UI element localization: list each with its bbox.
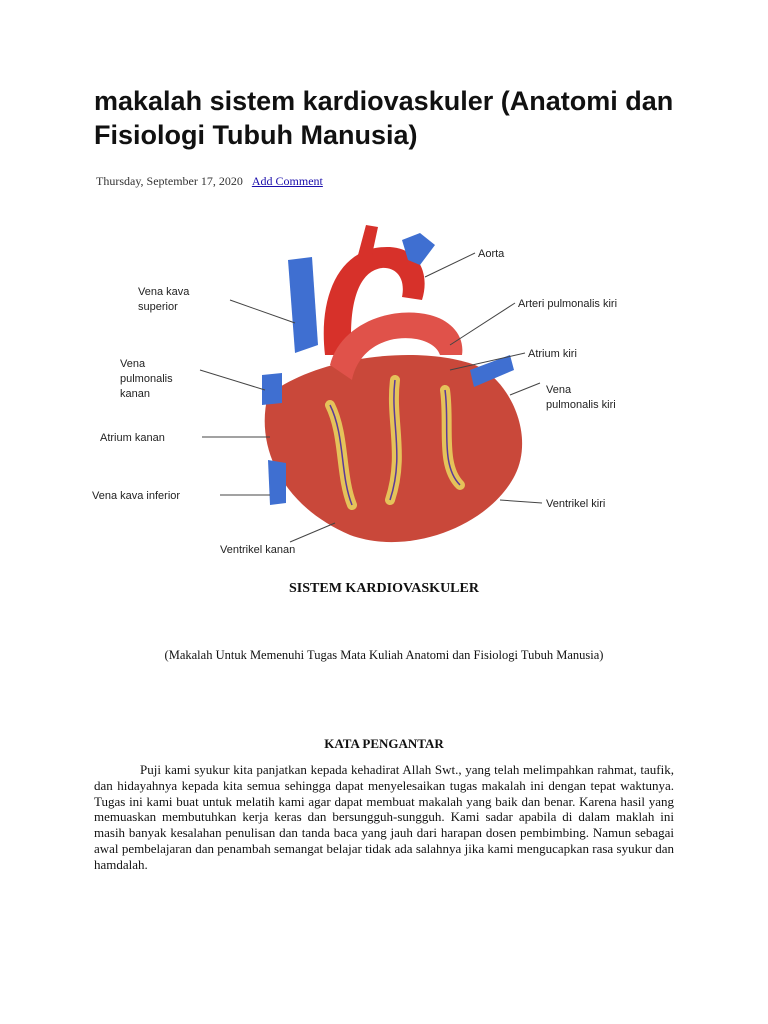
vena-kava-superior-shape [288, 257, 318, 353]
section-heading: KATA PENGANTAR [324, 736, 444, 751]
label-vena-pulmonalis-kanan-3: kanan [120, 388, 150, 400]
post-title: makalah sistem kardiovaskuler (Anatomi dan Fisiologi Tubuh Manusia) [94, 86, 674, 150]
label-arteri-pulmonalis-kiri: Arteri pulmonalis kiri [518, 298, 618, 310]
label-vena-kava-superior-1: Vena kava [138, 286, 190, 298]
post-date: Thursday, September 17, 2020 [96, 174, 243, 188]
document-subtitle: (Makalah Untuk Memenuhi Tugas Mata Kuliah Anatomi dan Fisiologi Tubuh Manusia) [164, 648, 604, 662]
vena-kava-inferior-shape [268, 460, 286, 505]
label-vena-pulmonalis-kanan-2: pulmonalis [120, 373, 173, 385]
heart-anatomy-figure [90, 205, 670, 570]
add-comment-link[interactable]: Add Comment [251, 174, 323, 188]
document-heading: SISTEM KARDIOVASKULER [289, 581, 479, 596]
label-vena-pulmonalis-kanan-1: Vena [120, 358, 146, 370]
heart-diagram [90, 205, 670, 570]
label-vena-kava-inferior: Vena kava inferior [92, 490, 181, 502]
vena-pulmonalis-kanan-shape [262, 373, 282, 405]
label-vena-pulmonalis-kiri-1: Vena [546, 384, 572, 396]
label-atrium-kanan: Atrium kanan [100, 432, 165, 444]
label-atrium-kiri: Atrium kiri [528, 348, 577, 360]
label-aorta: Aorta [478, 248, 505, 260]
post-meta [96, 174, 323, 189]
label-vena-kava-superior-2: superior [138, 301, 178, 313]
label-vena-pulmonalis-kiri-2: pulmonalis kiri [546, 399, 616, 411]
label-ventrikel-kiri: Ventrikel kiri [546, 498, 606, 510]
label-ventrikel-kanan: Ventrikel kanan [220, 544, 296, 556]
body-paragraph: Puji kami syukur kita panjatkan kepada kehadirat Allah Swt., yang telah melimpahkan rahmat, taufik, dan hidayahnya kepada kita semua sehingga dapat menyelesaikan tugas makalah ini dengan tepat waktunya. Tugas ini kami buat untuk melatih kami agar dapat membuat makalah yang baik dan benar. Karena hasil yang memuaskan membutuhkan kerja keras dan bersungguh-sungguh. Kami sadar apabila di dalam maklah ini masih banyak kesalahan penulisan dan tanda baca yang jauh dari harapan dosen pembimbing. Namun sebagai awal pembelajaran dan penambah semangat belajar tidak ada salahnya jika kami mengucapkan rasa syukur dan hamdalah. [94, 762, 674, 872]
